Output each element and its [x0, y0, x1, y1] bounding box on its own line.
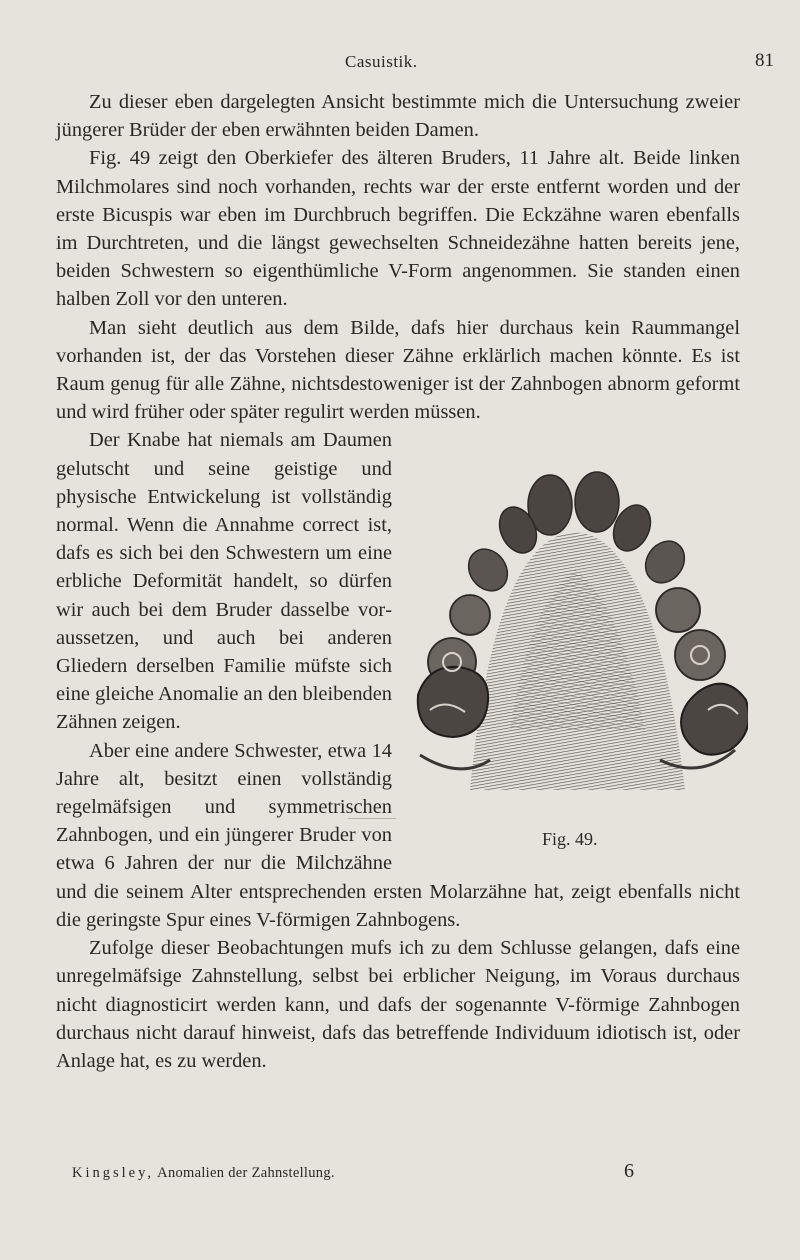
paragraph-5: Aber eine andere Schwester, etwa 14 Jahre alt, besitzt einen vollständig regelmäfsigen und symmetrischen Zahnbogen, und ein jüngerer Bruder von etwa 6 Jahren der nur die Milchzähne und die seinem Alter entsprechenden ersten Molarzähne hat, zeigt ebenfalls nicht die geringste Spur eines V-förmigen Zahnbogens.	[56, 739, 740, 931]
divider-mark	[348, 818, 396, 819]
paragraph-6: Zufolge dieser Beobachtungen mufs ich zu dem Schlusse gelangen, dafs eine unregelmäfsige Zahnstellung, selbst bei erblicher Neigung, im Voraus durchaus nicht diagnosticirt werden kann, und dafs der sogenannte V-förmige Zahnbogen durchaus nicht darauf hinweist, dafs das betreffende Individuum idiotisch ist, oder Anlage hat, es zu werden.	[56, 937, 740, 1072]
figure-49	[400, 430, 748, 870]
paragraph-1: Zu dieser eben dargelegten Ansicht bestimmte mich die Untersuchung zweier jüngerer Brüder der eben erwähnten beiden Damen.	[56, 91, 740, 142]
body-text	[56, 88, 740, 1075]
figure-caption: Fig. 49.	[542, 829, 598, 850]
paragraph-4: Der Knabe hat niemals am Daumen gelutscht und seine geistige und physische Entwickelung ist vollständig normal. Wenn die Annahme correct ist, dafs es sich bei den Schwestern um eine erbliche Deformität handelt, so dürfen wir auch bei dem Bruder dasselbe voraussetzen, und auch bei anderen Gliedern derselben Familie müfste sich eine gleiche Anomalie an den bleibenden Zähnen zeigen.	[56, 429, 392, 734]
footer-author: Kingsley,	[72, 1165, 155, 1181]
paragraph-3: Man sieht deutlich aus dem Bilde, dafs hier durchaus kein Raummangel vorhanden ist, der das Vorstehen dieser Zähne erklärlich machen könnte. Es ist Raum genug für alle Zähne, nichtsdestoweniger ist der Zahnbogen abnorm geformt und wird früher oder später regulirt werden müssen.	[56, 316, 740, 424]
paragraph-2: Fig. 49 zeigt den Oberkiefer des älteren Bruders, 11 Jahre alt. Beide linken Milchmolares sind noch vorhanden, rechts war der erste entfernt worden und der erste Bicuspis war eben im Durchbruch begriffen. Die Eckzähne waren ebenfalls im Durchtreten, und die längst gewechselten Schneidezähne hatten bereits jene, beiden Schwestern so eigenthümliche V-Form angenommen. Sie standen einen halben Zoll vor den unteren.	[56, 147, 740, 311]
running-head: Casuistik.	[345, 52, 418, 71]
footer	[72, 1165, 335, 1182]
maxilla-illustration	[400, 430, 748, 850]
signature-mark: 6	[624, 1160, 634, 1182]
footer-title: Anomalien der Zahnstellung.	[157, 1165, 335, 1181]
page-number: 81	[755, 50, 774, 71]
